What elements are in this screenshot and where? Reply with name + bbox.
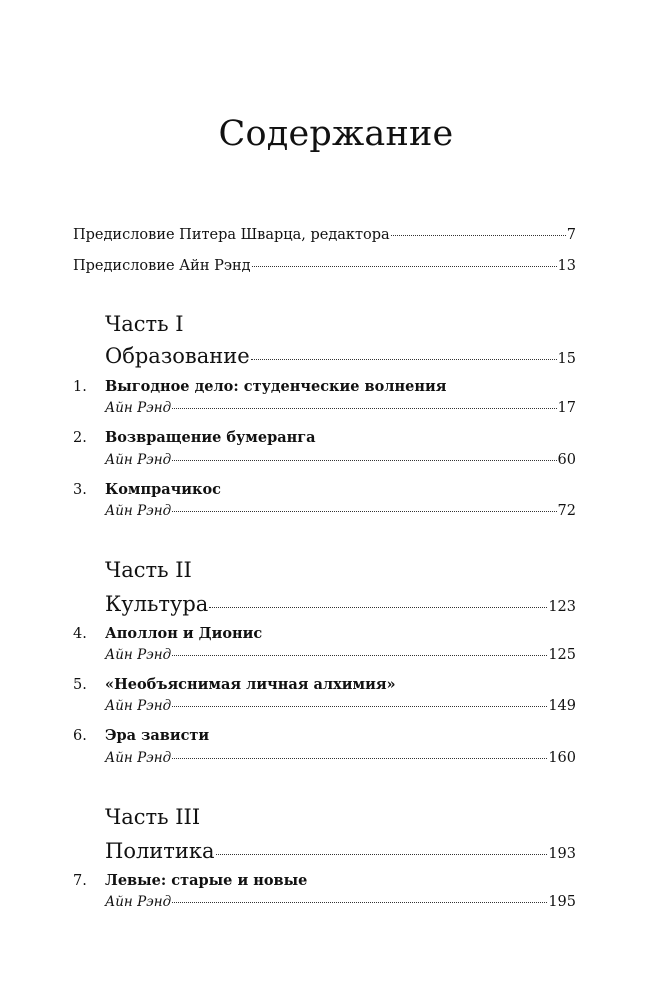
chapter-page: 195: [548, 894, 576, 910]
chapter-author-line[interactable]: [105, 696, 576, 716]
chapter-author: Айн Рэнд: [105, 503, 172, 519]
toc-entry-page: 7: [566, 227, 576, 243]
dot-leader: [172, 758, 547, 759]
dot-leader: [251, 359, 557, 360]
chapter-page: 160: [548, 750, 576, 766]
chapter-number: 4.: [73, 626, 87, 642]
chapter-page: 60: [557, 452, 576, 468]
chapter-author-line[interactable]: [105, 398, 576, 418]
dot-leader: [172, 655, 547, 656]
chapter-number: 6.: [73, 728, 87, 744]
chapter-title[interactable]: Выгодное дело: студенческие волнения: [105, 378, 447, 395]
chapter-author: Айн Рэнд: [105, 698, 172, 714]
part-label: Часть II: [105, 558, 192, 582]
dot-leader: [172, 511, 556, 512]
section-page: 193: [548, 846, 576, 862]
chapter-number: 1.: [73, 379, 87, 395]
chapter-title[interactable]: «Необъяснимая личная алхимия»: [105, 676, 396, 693]
section-page: 15: [557, 351, 576, 367]
chapter-number: 2.: [73, 430, 87, 446]
chapter-author: Айн Рэнд: [105, 400, 172, 416]
chapter-author: Айн Рэнд: [105, 894, 172, 910]
dot-leader: [216, 854, 548, 855]
chapter-author: Айн Рэнд: [105, 750, 172, 766]
chapter-author-line[interactable]: [105, 450, 576, 470]
dot-leader: [252, 266, 557, 267]
dot-leader: [172, 902, 547, 903]
chapter-number: 3.: [73, 482, 87, 498]
dot-leader: [172, 408, 556, 409]
toc-section-politics[interactable]: [105, 837, 576, 868]
page-title: Содержание: [218, 114, 454, 155]
chapter-author-line[interactable]: [105, 892, 576, 912]
chapter-author: Айн Рэнд: [105, 452, 172, 468]
dot-leader: [172, 706, 547, 707]
toc-entry-title: Предисловие Айн Рэнд: [73, 258, 251, 274]
toc-entry-preface-editor[interactable]: [73, 225, 576, 245]
chapter-author-line[interactable]: [105, 645, 576, 665]
chapter-title[interactable]: Возвращение бумеранга: [105, 429, 316, 446]
chapter-author-line[interactable]: [105, 748, 576, 768]
chapter-page: 149: [548, 698, 576, 714]
chapter-page: 72: [557, 503, 576, 519]
toc-section-education[interactable]: [105, 342, 576, 373]
section-title: Культура: [105, 592, 209, 616]
section-page: 123: [548, 599, 576, 615]
chapter-title[interactable]: Левые: старые и новые: [105, 872, 308, 889]
chapter-author: Айн Рэнд: [105, 647, 172, 663]
toc-entry-page: 13: [557, 258, 576, 274]
chapter-page: 125: [548, 647, 576, 663]
chapter-number: 7.: [73, 873, 87, 889]
chapter-title[interactable]: Аполлон и Дионис: [105, 625, 263, 642]
dot-leader: [172, 460, 556, 461]
chapter-title[interactable]: Компрачикос: [105, 481, 221, 498]
chapter-title[interactable]: Эра зависти: [105, 727, 210, 744]
chapter-page: 17: [557, 400, 576, 416]
part-label: Часть I: [105, 312, 184, 336]
toc-entry-preface-author[interactable]: [73, 256, 576, 276]
toc-entry-title: Предисловие Питера Шварца, редактора: [73, 227, 390, 243]
chapter-number: 5.: [73, 677, 87, 693]
section-title: Образование: [105, 344, 250, 368]
dot-leader: [209, 607, 547, 608]
dot-leader: [391, 235, 566, 236]
section-title: Политика: [105, 839, 215, 863]
part-label: Часть III: [105, 805, 201, 829]
chapter-author-line[interactable]: [105, 501, 576, 521]
toc-section-culture[interactable]: [105, 590, 576, 621]
